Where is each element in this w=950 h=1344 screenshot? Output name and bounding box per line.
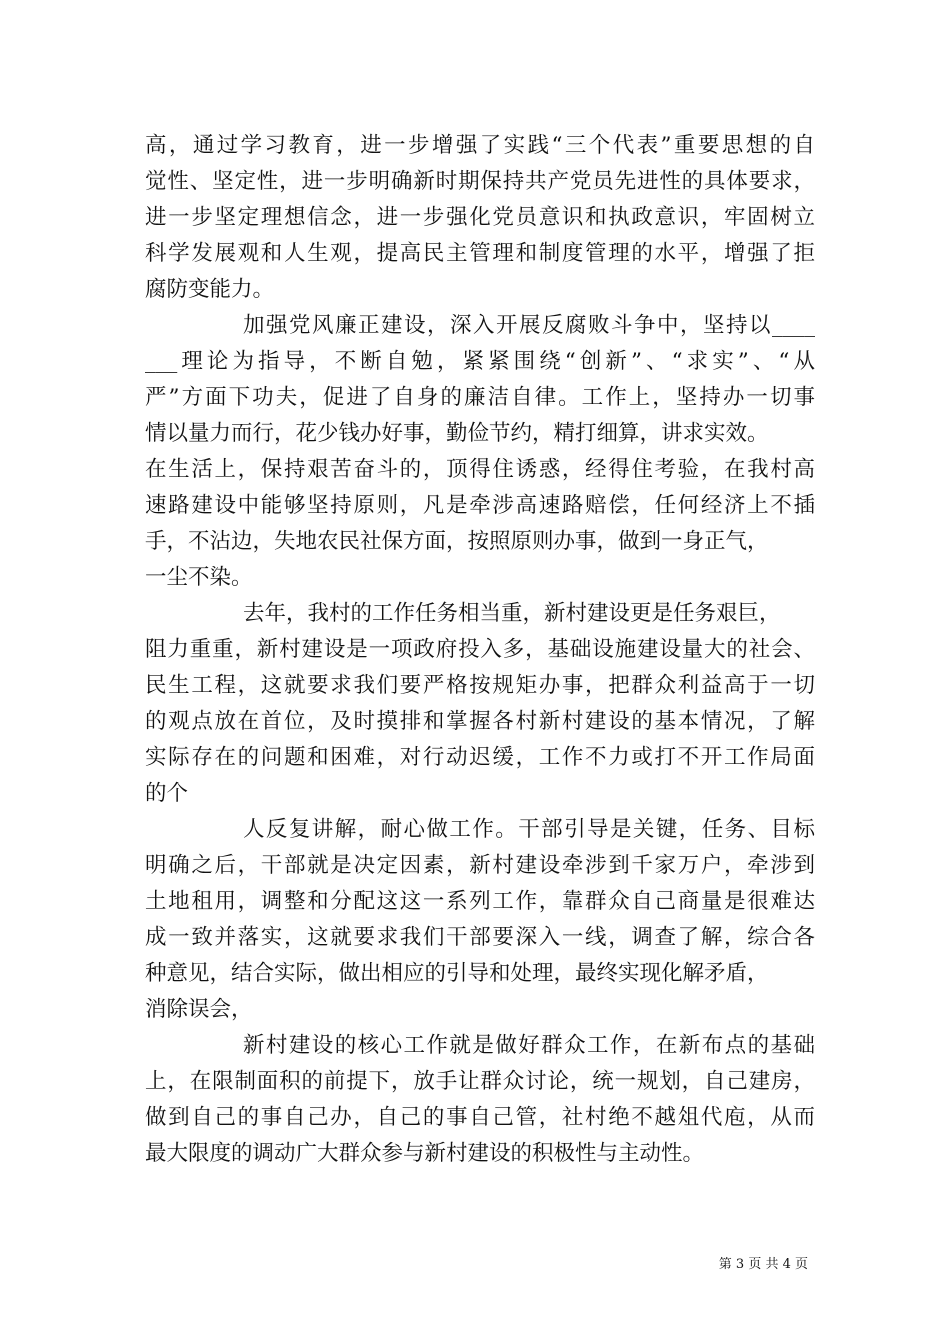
text-line: 的观点放在首位，及时摸排和掌握各村新村建设的基本情况，了解: [145, 709, 815, 734]
text-line: 在生活上，保持艰苦奋斗的，顶得住诱惑，经得住考验，在我村高: [145, 457, 815, 482]
text-line: 的个: [145, 781, 189, 806]
text-line: 严”方面下功夫，促进了自身的廉洁自律。工作上，坚持办一切事: [145, 385, 815, 410]
text-line: 阻力重重，新村建设是一项政府投入多，基础设施建设量大的社会、: [145, 637, 815, 662]
text-line: ___理论为指导，不断自勉，紧紧围绕“创新”、“求实”、“从: [145, 349, 815, 374]
page-number-footer: 第 3 页 共 4 页: [718, 1257, 808, 1272]
text-line: 消除误会，: [145, 997, 253, 1022]
text-line: 手，不沾边，失地农民社保方面，按照原则办事，做到一身正气，: [145, 529, 769, 554]
text-line: 腐防变能力。: [145, 277, 275, 302]
text-line: 速路建设中能够坚持原则，凡是牵涉高速路赔偿，任何经济上不插: [145, 493, 815, 518]
paragraph-start-line: 人反复讲解，耐心做工作。干部引导是关键，任务、目标: [243, 817, 815, 842]
text-line: 实际存在的问题和困难，对行动迟缓，工作不力或打不开工作局面: [145, 745, 815, 770]
text-line: 种意见，结合实际，做出相应的引导和处理，最终实现化解矛盾，: [145, 961, 769, 986]
text-line: 土地租用，调整和分配这这一系列工作，靠群众自己商量是很难达: [145, 889, 815, 914]
text-line: 一尘不染。: [145, 565, 253, 590]
text-line: 觉性、坚定性，进一步明确新时期保持共产党员先进性的具体要求，: [145, 169, 815, 194]
text-line: 民生工程，这就要求我们要严格按规矩办事，把群众利益高于一切: [145, 673, 815, 698]
text-line: 科学发展观和人生观，提高民主管理和制度管理的水平，增强了拒: [145, 241, 815, 266]
text-line: 高，通过学习教育，进一步增强了实践“三个代表”重要思想的自: [145, 133, 815, 158]
text-line: 上，在限制面积的前提下，放手让群众讨论，统一规划，自己建房，: [145, 1069, 815, 1094]
text-line: 进一步坚定理想信念，进一步强化党员意识和执政意识，牢固树立: [145, 205, 815, 230]
text-line: 情以量力而行，花少钱办好事，勤俭节约，精打细算，讲求实效。: [145, 421, 769, 446]
paragraph-start-line: 去年，我村的工作任务相当重，新村建设更是任务艰巨，: [243, 601, 781, 626]
text-line: 最大限度的调动广大群众参与新村建设的积极性与主动性。: [145, 1141, 705, 1166]
paragraph-start-line: 加强党风廉正建设，深入开展反腐败斗争中，坚持以____: [243, 313, 815, 338]
text-line: 成一致并落实，这就要求我们干部要深入一线，调查了解，综合各: [145, 925, 815, 950]
paragraph-start-line: 新村建设的核心工作就是做好群众工作，在新布点的基础: [243, 1033, 815, 1058]
text-line: 明确之后，干部就是决定因素，新村建设牵涉到千家万户，牵涉到: [145, 853, 815, 878]
text-line: 做到自己的事自己办，自己的事自己管，社村绝不越俎代庖，从而: [145, 1105, 815, 1130]
